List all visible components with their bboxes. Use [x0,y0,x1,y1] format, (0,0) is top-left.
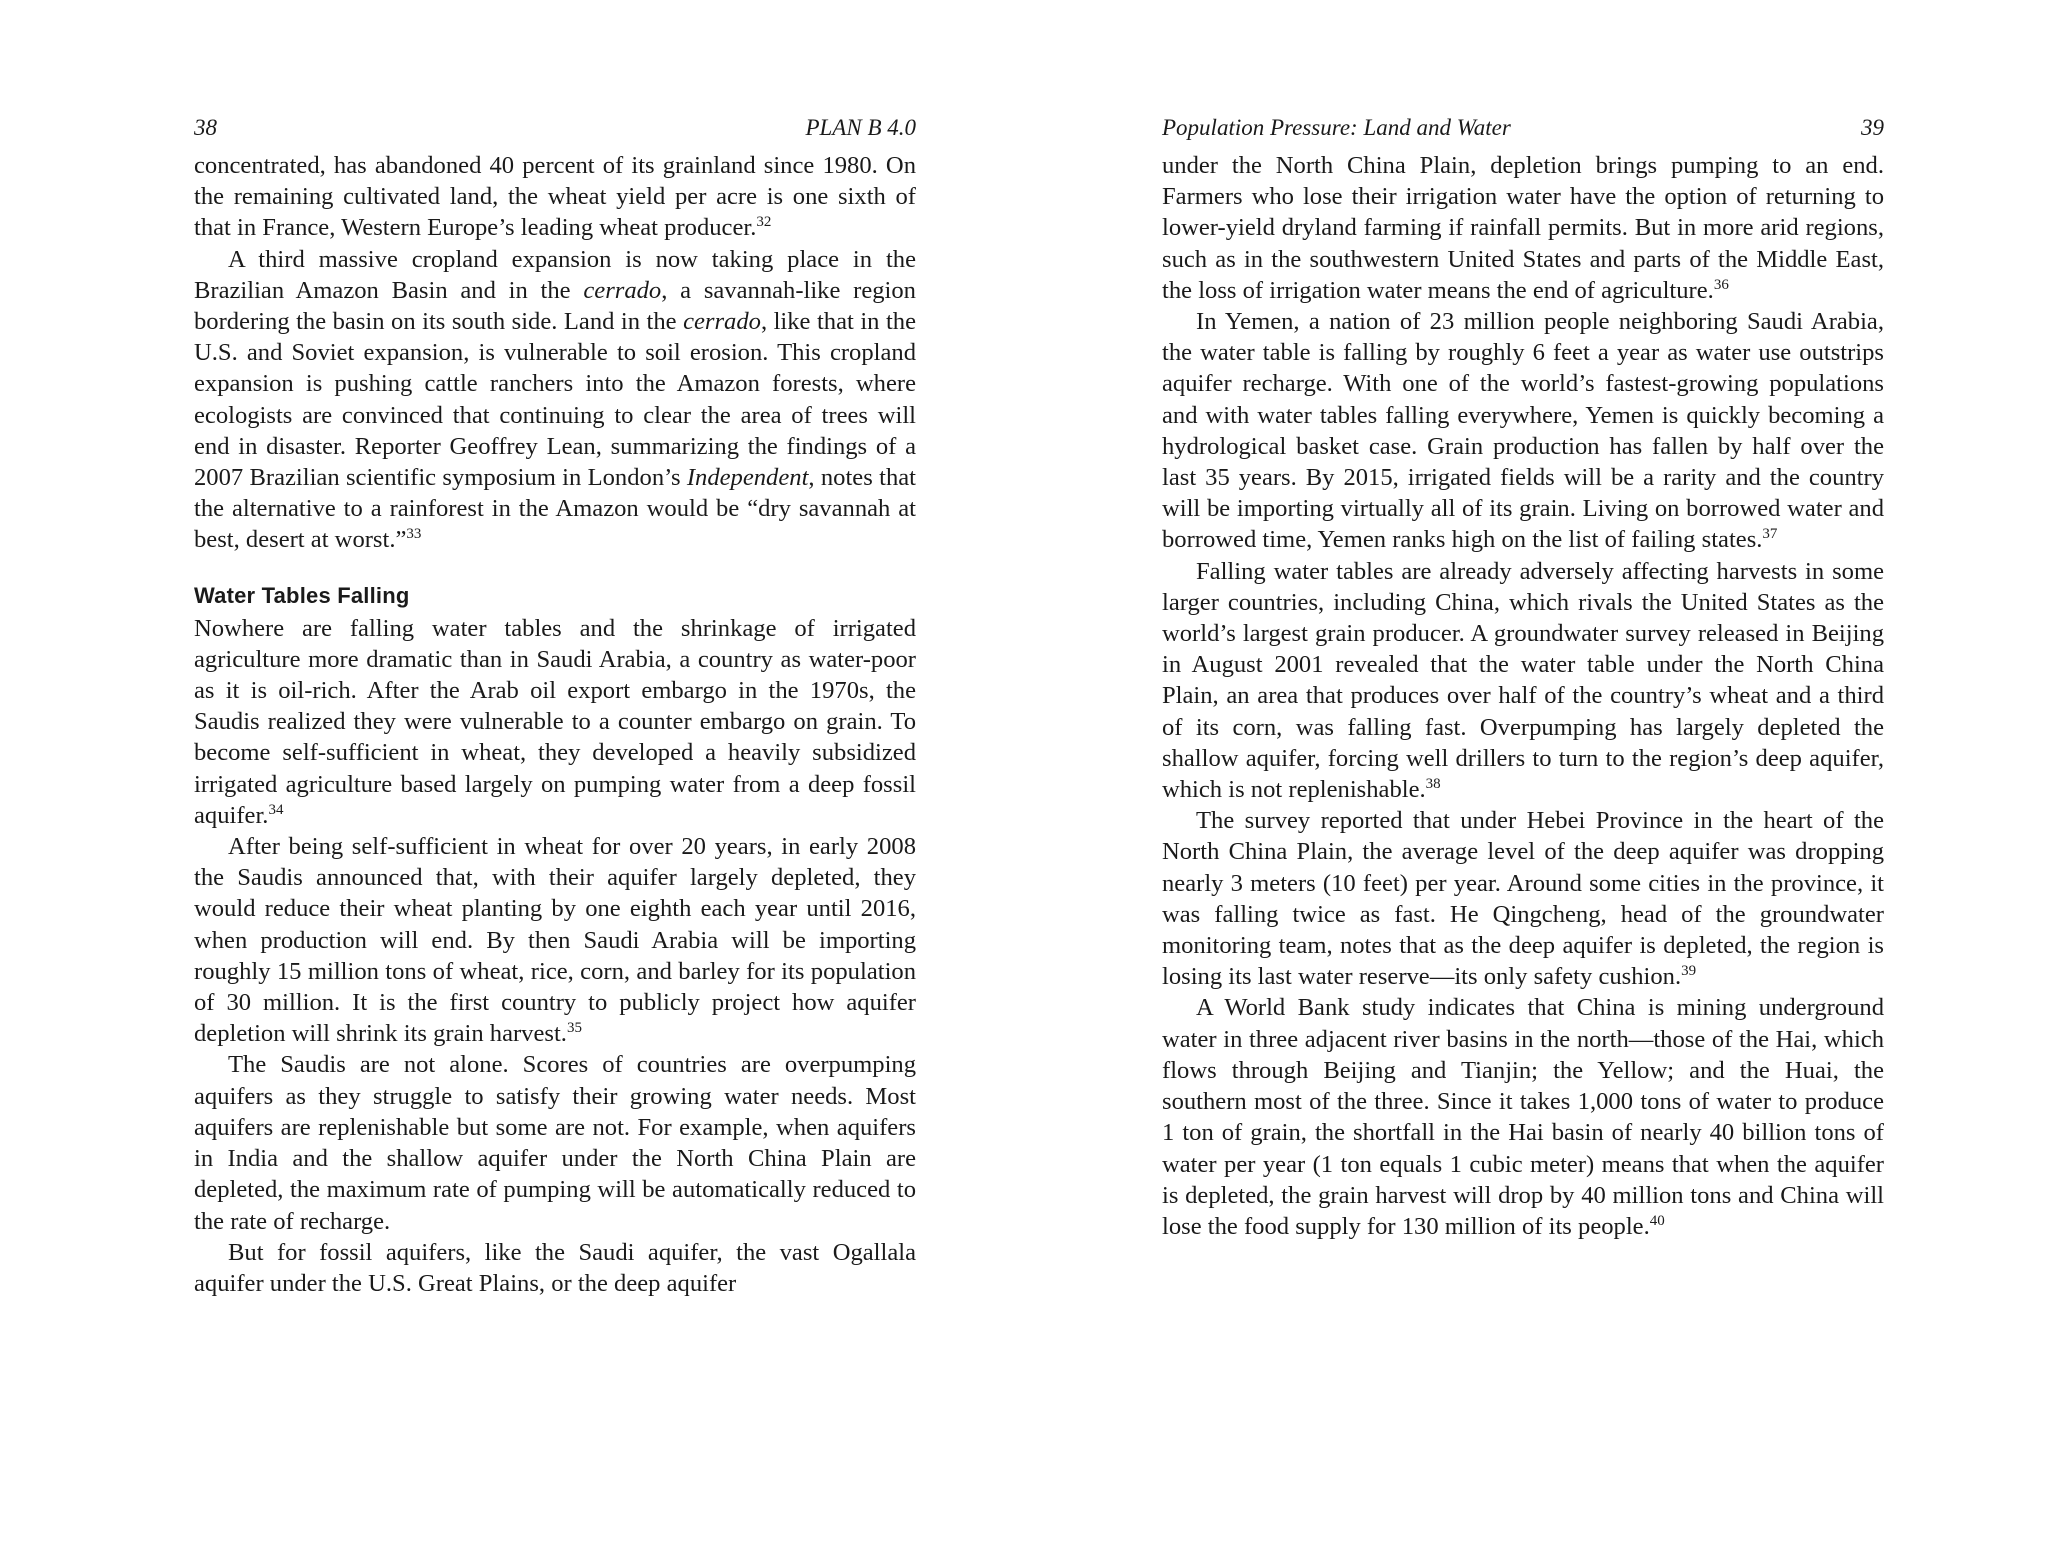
text-run: concentrated, has abandoned 40 percent of its grainland since 1980. On the remaining cultivated land, the wheat yield per acre is one sixth of that in France, Western Europe’s leading wheat producer. [194,152,916,242]
body-paragraph [194,244,916,556]
text-run: A third massive cropland expansion is now taking place in the Brazilian Amazon Basin and in the [194,245,916,304]
left-page [194,114,916,1299]
running-title: Population Pressure: Land and Water [1162,115,1511,140]
italic-text: cerrado [683,308,761,336]
text-run: The survey reported that under Hebei Province in the heart of the North China Plain, the average level of the deep aquifer was dropping nearly 3 meters (10 feet) per year. Around some cities in the province, it was falling twice as fast. He Qingcheng, head of the groundwater monitoring team, notes that as the deep aquifer is depleted, the region is losing its last water reserve—its only safety cushion. [1162,807,1884,991]
text-run: , notes that the alternative to a rainforest in the Amazon would be “dry savannah at best, desert at worst.” [194,464,916,554]
footnote-marker: 33 [406,526,422,543]
text-run: In Yemen, a nation of 23 million people neighboring Saudi Arabia, the water table is falling by roughly 6 feet a year as water use outstrips aquifer recharge. With one of the world’s fastest-growing populations and with water tables falling everywhere, Yemen is quickly becoming a hydrological basket case. Grain production has fallen by half over the last 35 years. By 2015, irrigated fields will be a rarity and the country will be importing virtually all of its grain. Living on borrowed water and borrowed time, Yemen ranks high on the list of failing states. [1162,308,1884,554]
body-paragraph [194,613,916,831]
footnote-marker: 40 [1649,1212,1665,1229]
right-body-text [1162,150,1884,1242]
footnote-marker: 32 [756,214,772,231]
body-paragraph [194,831,916,1049]
body-paragraph [1162,992,1884,1242]
text-run: Falling water tables are already adversely affecting harvests in some larger countries, including China, which rivals the United States as the world’s largest grain producer. A groundwater survey released in Beijing in August 2001 revealed that the water table under the North China Plain, an area that produces over half of the country’s wheat and a third of its corn, was falling fast. Overpumping has largely depleted the shallow aquifer, forcing well drillers to turn to the region’s deep aquifer, which is not replenishable. [1162,557,1884,804]
body-paragraph [194,1049,916,1236]
body-paragraph [1162,150,1884,306]
italic-text: Independent [686,464,809,492]
left-running-head [194,114,916,142]
text-run: under the North China Plain, depletion brings pumping to an end. Farmers who lose their irrigation water have the option of returning to lower-yield dryland farming if rainfall permits. But in more arid regions, such as in the southwestern United States and parts of the Middle East, the loss of irrigation water means the end of agriculture. [1162,152,1884,304]
footnote-marker: 34 [268,801,284,818]
text-run: , like that in the U.S. and Soviet expansion, is vulnerable to soil erosion. This cropland expansion is pushing cattle ranchers into the Amazon forests, where ecologists are convinced that continuing to clear the area of trees will end in disaster. Reporter Geoffrey Lean, summarizing the findings of a 2007 Brazilian scientific symposium in London’s [194,308,916,492]
body-paragraph [194,150,916,244]
body-paragraph [1162,556,1884,806]
right-page [1162,114,1884,1242]
body-paragraph [1162,306,1884,556]
text-run: After being self-sufficient in wheat for over 20 years, in early 2008 the Saudis announced that, with their aquifer largely depleted, they would reduce their wheat planting by one eighth each year until 2016, when production will end. By then Saudi Arabia will be importing roughly 15 million tons of wheat, rice, corn, and barley for its population of 30 million. It is the first country to publicly project how aquifer depletion will shrink its grain harvest. [194,833,916,1048]
body-paragraph [1162,805,1884,992]
footnote-marker: 35 [566,1020,582,1037]
footnote-marker: 38 [1425,775,1441,792]
italic-text: cerrado [583,276,662,304]
footnote-marker: 37 [1762,526,1778,543]
text-run: A World Bank study indicates that China is mining underground water in three adjacent river basins in the north—those of the Hai, which flows through Beijing and Tianjin; the Yellow; and the Huai, the southern most of the three. Since it takes 1,000 tons of water to produce 1 ton of grain, the shortfall in the Hai basin of nearly 40 billion tons of water per year (1 ton equals 1 cubic meter) means that when the aquifer is depleted, the grain harvest will drop by 40 million tons and China will lose the food supply for 130 million of its people. [1162,994,1884,1240]
footnote-marker: 36 [1713,276,1729,293]
text-run: Nowhere are falling water tables and the shrinkage of irrigated agriculture more dramatic than in Saudi Arabia, a country as water-poor as it is oil-rich. After the Arab oil export embargo in the 1970s, the Saudis realized they were vulnerable to a counter embargo on grain. To become self-sufficient in wheat, they developed a heavily subsidized irrigated agriculture based largely on pumping water from a deep fossil aquifer. [194,614,916,829]
body-paragraph [194,1237,916,1299]
page-number: 38 [194,115,217,140]
section-heading: Water Tables Falling [194,582,410,608]
footnote-marker: 39 [1681,963,1697,980]
text-run: The Saudis are not alone. Scores of countries are overpumping aquifers as they struggle to satisfy their growing water needs. Most aquifers are replenishable but some are not. For example, when aquifers in India and the shallow aquifer under the North China Plain are depleted, the maximum rate of pumping will be automatically reduced to the rate of recharge. [194,1051,916,1235]
text-run: But for fossil aquifers, like the Saudi aquifer, the vast Ogallala aquifer under the U.S. Great Plains, or the deep aquifer [194,1238,916,1297]
text-run: , a savannah-like region bordering the basin on its south side. Land in the [194,276,916,336]
left-body-text [194,150,916,1299]
right-running-head [1162,114,1884,142]
running-title: PLAN B 4.0 [805,115,916,140]
page-number: 39 [1861,115,1884,140]
